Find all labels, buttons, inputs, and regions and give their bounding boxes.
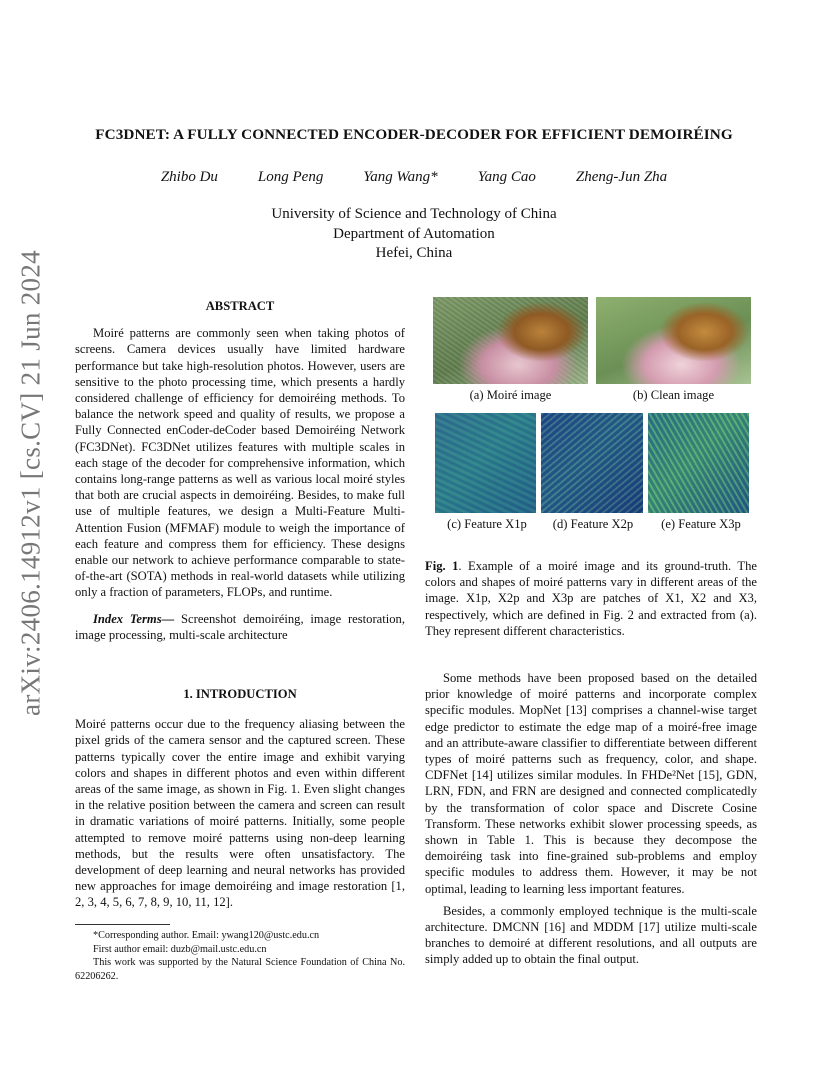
- arxiv-id: arXiv:2406.14912v1 [cs.CV] 21 Jun 2024: [15, 250, 46, 716]
- author-name: Zhibo Du: [160, 169, 218, 185]
- subcaption-e: (e) Feature X3p: [661, 517, 741, 531]
- moire-image: [433, 297, 588, 384]
- clean-image: [596, 297, 751, 384]
- paragraph: Besides, a commonly employed technique is the multi-scale architecture. DMCNN [16] and MDDM [17] utilize multi-scale branches to demoiré at different resolutions, and all outputs are simply added up to obtain the final output.: [425, 903, 757, 967]
- paragraph: Some methods have been proposed based on the detailed prior knowledge of moiré patterns and incorporate complex specific modules. MopNet [13] comprises a channel-wise target edge predictor to estimate the edge map of a moiré-free image and an attribute-aware classifier to differentiate between different types of moiré patterns such as frequency, color, and shape. CDFNet [14] utilizes similar modules. In FHDe²Net [15], GDN, LRN, FDN, and FRN are designed and connected complicatedly by the transformation of color space and Discrete Cosine Transform. These networks exhibit slower processing speeds, as shown in Table 1. This is because they decompose the demoiréing task into fine-grained sub-problems and employ specific modules to address them. However, it may be not optimal, leading to learning less important features.: [425, 671, 757, 896]
- footnotes: [75, 929, 405, 983]
- figure-caption-text: . Example of a moiré image and its ground-truth. The colors and shapes of moiré patterns vary in different areas of the image. X1p, X2p and X3p are patches of X1, X2 and X3, respectively, which are defined in Fig. 2 and extracted from (a). They represent different characteristics.: [425, 559, 757, 638]
- affiliation: [0, 205, 828, 264]
- arxiv-stamp: [14, 250, 48, 716]
- author-name: Zheng-Jun Zha: [575, 169, 668, 185]
- affiliation-line: University of Science and Technology of China: [271, 206, 557, 222]
- right-column-text: [425, 670, 757, 968]
- abstract-text: Moiré patterns are commonly seen when taking photos of screens. Camera devices usually have limited hardware performance but take high-resolution photos. However, users are sensitive to the photo processing time, which presents a hardly considered challenge of efficiency for demoiréing methods. To balance the network speed and quality of results, we propose a Fully Connected enCoder-deCoder based Demoiréing Network (FC3DNet). FC3DNet utilizes features with multiple scales in each stage of the decoder for comprehensive information, which contains long-range patterns as well as various local moiré styles that both are crucial aspects in demoiréing. Besides, to make full use of multiple features, we design a Multi-Feature Multi-Attention Fusion (MFMAF) module to weigh the importance of each feature and compress them for efficiency. These designs enable our network to achieve performance comparable to state-of-the-art (SOTA) methods in real-world datasets while utilizing only a fraction of parameters, FLOPs, and runtime.: [75, 326, 405, 600]
- feature-map-x1p: [435, 413, 536, 513]
- affiliation-line: Department of Automation: [333, 225, 495, 242]
- index-terms: [75, 611, 405, 643]
- index-terms-label: Index Terms—: [93, 611, 175, 626]
- figure-caption-label: Fig. 1: [425, 559, 459, 573]
- feature-map-x3p: [648, 413, 749, 513]
- figure-caption: [425, 558, 757, 639]
- subcaption-b: (b) Clean image: [632, 388, 715, 402]
- intro-text: Moiré patterns occur due to the frequency aliasing between the pixel grids of the camera sensor and the captured screen. These patterns typically cover the entire image and exhibit varying colors and shapes in different photos and even within different areas of the same image, as shown in Fig. 1. Even slight changes in the relative position between the camera and screen can result in dramatic variations of moiré patterns. Initially, some people attempted to remove moiré patterns using non-deep learning methods, but the results were often unsatisfactory. The development of deep learning and neural networks has provided new approaches for image demoiréing and image restoration [1, 2, 3, 4, 5, 6, 7, 8, 9, 10, 11, 12].: [75, 717, 405, 910]
- footnote: This work was supported by the Natural Science Foundation of China No. 62206262.: [75, 957, 405, 982]
- author-name: Yang Wang*: [363, 169, 438, 185]
- footnote: First author email: duzb@mail.ustc.edu.cn: [93, 943, 267, 955]
- footnote-rule: [75, 924, 170, 925]
- author-list: [0, 169, 828, 186]
- intro-heading: 1. INTRODUCTION: [183, 687, 297, 701]
- feature-map-x2p: [541, 413, 643, 513]
- index-terms-text: Screenshot demoiréing, image restoration, image processing, multi-scale architecture: [75, 611, 405, 642]
- abstract-section: [75, 298, 405, 643]
- author-name: Yang Cao: [477, 169, 536, 185]
- author-name: Long Peng: [257, 169, 324, 185]
- affiliation-line: Hefei, China: [375, 245, 453, 261]
- subcaption-c: (c) Feature X1p: [447, 517, 527, 531]
- subcaption-a: (a) Moiré image: [469, 388, 552, 402]
- subcaption-d: (d) Feature X2p: [552, 517, 634, 531]
- footnote: *Corresponding author. Email: ywang120@ustc.edu.cn: [93, 930, 320, 941]
- paper-title: FC3DNET: A FULLY CONNECTED ENCODER-DECODER FOR EFFICIENT DEMOIRÉING: [95, 126, 733, 143]
- introduction-section: [75, 686, 405, 911]
- abstract-heading: ABSTRACT: [205, 299, 275, 313]
